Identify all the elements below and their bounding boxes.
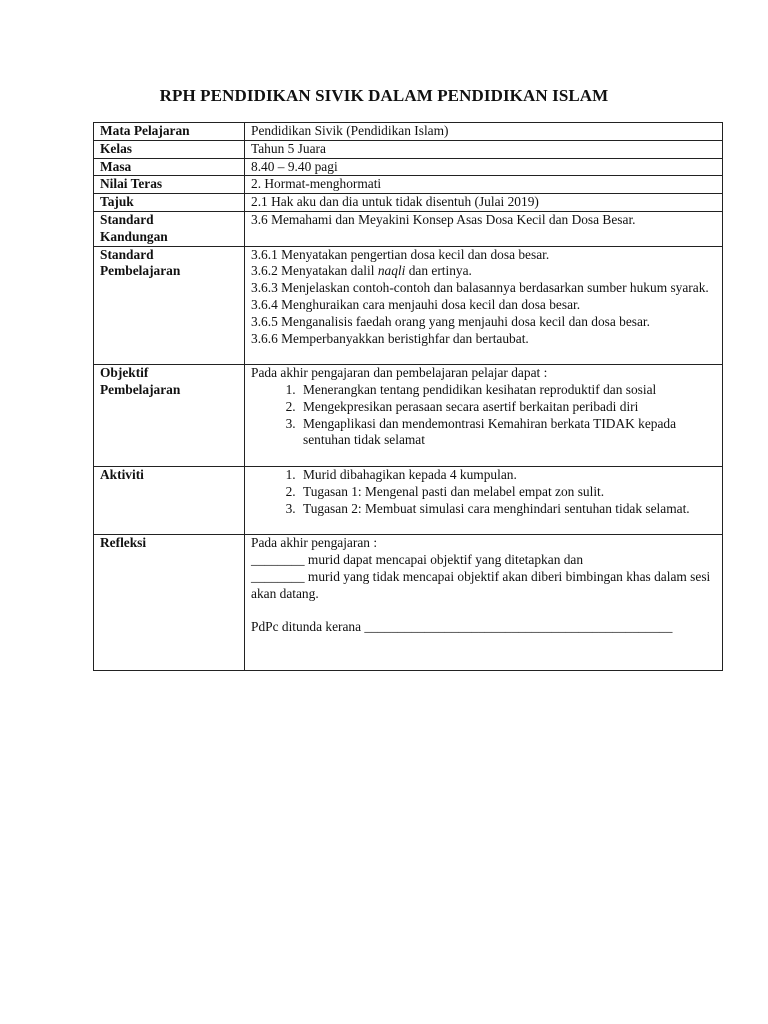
label-standard-pembelajaran (94, 246, 245, 365)
sp-item: 3.6.1 Menyatakan pengertian dosa kecil dan dosa besar. (251, 246, 550, 262)
label-line: Kandungan (100, 228, 168, 244)
value-mata-pelajaran: Pendidikan Sivik (Pendidikan Islam) (245, 123, 723, 141)
label-tajuk: Tajuk (94, 194, 245, 212)
label-line: Pembelajaran (100, 263, 181, 279)
sp-item-emphasis: naqli (377, 263, 406, 279)
lesson-plan-table (93, 122, 723, 671)
label-line: Standard (100, 246, 154, 262)
refleksi-line: Pada akhir pengajaran : (251, 535, 378, 551)
list-item: 1. Menerangkan tentang pendidikan kesihatan reproduktif dan sosial (299, 382, 716, 399)
aktiviti-list (251, 467, 716, 517)
spacer (251, 347, 716, 364)
sp-item-text: 3.6.2 Menyatakan dalil (251, 263, 378, 279)
row-aktiviti (94, 466, 723, 534)
sp-item: 3.6.3 Menjelaskan contoh-contoh dan balasannya berdasarkan sumber hukum syarak. (251, 280, 709, 296)
spacer (251, 449, 716, 466)
spacer (251, 517, 716, 534)
list-item: 2. Tugasan 1: Mengenal pasti dan melabel empat zon sulit. (299, 484, 716, 501)
value-nilai-teras: 2. Hormat-menghormati (245, 176, 723, 194)
value-objektif (245, 365, 723, 467)
row-nilai-teras (94, 176, 723, 194)
row-tajuk (94, 194, 723, 212)
label-line: Standard (100, 211, 154, 227)
row-standard-kandungan (94, 211, 723, 246)
refleksi-line: ________ murid yang tidak mencapai objektif akan diberi bimbingan khas dalam sesi akan datang. (251, 568, 711, 601)
label-kelas: Kelas (94, 140, 245, 158)
sp-item (251, 263, 716, 280)
value-refleksi (245, 535, 723, 670)
spacer (251, 636, 716, 653)
list-item: 2. Mengekpresikan perasaan secara asertif berkaitan peribadi diri (299, 399, 716, 416)
row-kelas (94, 140, 723, 158)
refleksi-line: PdPc ditunda kerana ______________________________________________ (251, 619, 673, 635)
label-standard-kandungan (94, 211, 245, 246)
label-nilai-teras: Nilai Teras (94, 176, 245, 194)
refleksi-line: ________ murid dapat mencapai objektif yang ditetapkan dan (251, 551, 584, 567)
sp-item-text: dan ertinya. (405, 263, 472, 279)
spacer (251, 602, 716, 619)
value-tajuk: 2.1 Hak aku dan dia untuk tidak disentuh (Julai 2019) (245, 194, 723, 212)
sp-item: 3.6.5 Menganalisis faedah orang yang menjauhi dosa kecil dan dosa besar. (251, 313, 650, 329)
row-standard-pembelajaran (94, 246, 723, 365)
row-refleksi (94, 535, 723, 670)
row-masa (94, 158, 723, 176)
label-line: Pembelajaran (100, 381, 181, 397)
objektif-list (251, 382, 716, 449)
list-item: 3. Tugasan 2: Membuat simulasi cara menghindari sentuhan tidak selamat. (299, 501, 716, 518)
list-item: 1. Murid dibahagikan kepada 4 kumpulan. (299, 467, 716, 484)
value-standard-kandungan: 3.6 Memahami dan Meyakini Konsep Asas Dosa Kecil dan Dosa Besar. (245, 211, 723, 246)
label-objektif (94, 365, 245, 467)
label-masa: Masa (94, 158, 245, 176)
value-aktiviti (245, 466, 723, 534)
label-mata-pelajaran: Mata Pelajaran (94, 123, 245, 141)
value-masa: 8.40 – 9.40 pagi (245, 158, 723, 176)
value-kelas: Tahun 5 Juara (245, 140, 723, 158)
objektif-intro: Pada akhir pengajaran dan pembelajaran pelajar dapat : (251, 365, 548, 381)
row-objektif (94, 365, 723, 467)
sp-item: 3.6.6 Memperbanyakkan beristighfar dan bertaubat. (251, 330, 529, 346)
list-item: 3. Mengaplikasi dan mendemontrasi Kemahiran berkata TIDAK kepada sentuhan tidak selamat (299, 416, 716, 450)
value-standard-pembelajaran (245, 246, 723, 365)
label-line: Objektif (100, 365, 149, 381)
page-title: RPH PENDIDIKAN SIVIK DALAM PENDIDIKAN ISLAM (159, 86, 609, 105)
sp-item: 3.6.4 Menghuraikan cara menjauhi dosa kecil dan dosa besar. (251, 296, 581, 312)
spacer (251, 653, 716, 670)
label-aktiviti: Aktiviti (94, 466, 245, 534)
row-mata-pelajaran (94, 123, 723, 141)
label-refleksi: Refleksi (94, 535, 245, 670)
